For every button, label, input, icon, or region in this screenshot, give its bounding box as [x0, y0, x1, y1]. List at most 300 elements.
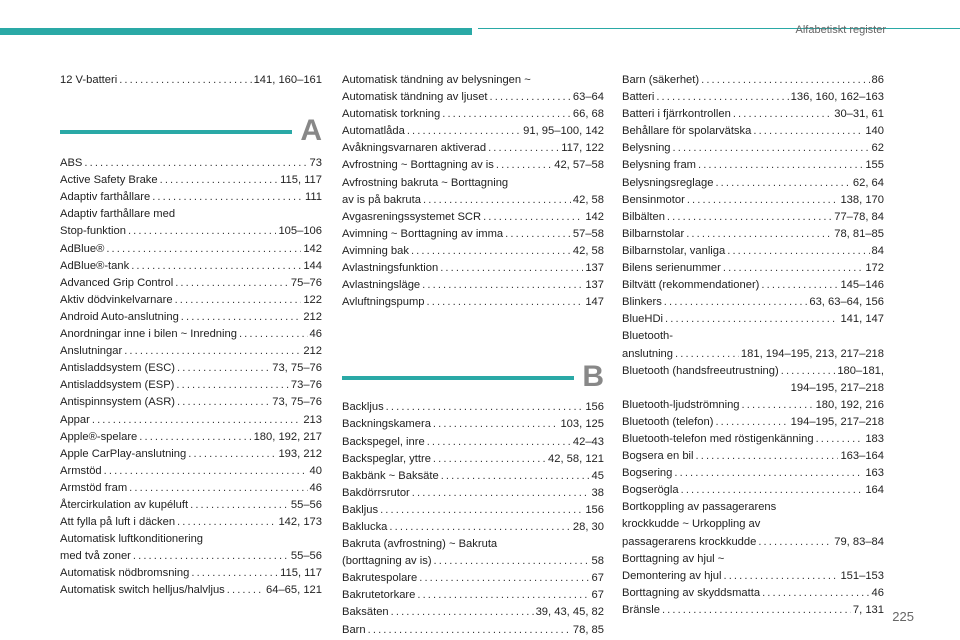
leader-dots — [133, 548, 289, 565]
index-entry-pages[interactable]: 181, 194–195, 213, 217–218 — [740, 347, 884, 360]
leader-dots — [419, 570, 589, 587]
index-entry-pages[interactable]: 117, 122 — [561, 142, 604, 155]
index-entry — [342, 260, 604, 277]
index-entry-label: Att fylla på luft i däcken — [60, 516, 176, 529]
leader-dots — [427, 294, 584, 311]
leader-dots — [673, 140, 870, 157]
index-entry-label: Bilbarnstolar, vanliga — [622, 244, 726, 257]
section-header-b — [342, 345, 604, 399]
index-entry-pages[interactable]: 45 — [591, 469, 604, 482]
index-entry-pages[interactable]: 66, 68 — [572, 108, 604, 121]
index-entry — [60, 72, 322, 89]
leader-dots — [190, 497, 289, 514]
index-entry — [60, 394, 322, 411]
index-entry — [60, 309, 322, 326]
leader-dots — [191, 565, 278, 582]
index-entry — [60, 360, 322, 377]
index-entry-label: Active Safety Brake — [60, 174, 158, 187]
index-entry-pages[interactable]: 86 — [871, 74, 884, 86]
leader-dots — [698, 157, 863, 174]
index-entry-pages[interactable]: 156 — [585, 401, 604, 414]
header-accent-bar — [0, 28, 472, 35]
index-entry-label: Android Auto-anslutning — [60, 310, 179, 323]
index-entry-label: Avåkningsvarnaren aktiverad — [342, 142, 487, 155]
index-entry-label: Apple CarPlay-anslutning — [60, 447, 187, 460]
index-entry — [342, 399, 604, 416]
index-entry-pages[interactable]: 28, 30 — [572, 520, 604, 533]
leader-dots — [681, 482, 864, 499]
leader-dots — [128, 223, 277, 240]
index-entry-label: Bakruta (avfrostning) ~ Bakruta — [342, 538, 498, 551]
index-entry-pages[interactable]: 105–106 — [278, 225, 322, 238]
index-entry-pages[interactable]: 115, 117 — [280, 567, 322, 580]
index-entry-label: Baklucka — [342, 520, 388, 533]
index-entry — [60, 582, 322, 599]
index-entry — [622, 602, 884, 619]
index-entry-pages[interactable]: 213 — [303, 413, 322, 426]
index-entry-pages[interactable]: 142, 173 — [278, 516, 322, 529]
index-entry-pages[interactable]: 62, 64 — [852, 176, 884, 189]
index-entry-label: Avlastningsfunktion — [342, 262, 439, 275]
index-entry — [622, 175, 884, 192]
index-entry-pages[interactable]: 73–76 — [290, 379, 322, 392]
index-entry — [622, 260, 884, 277]
index-entry-pages[interactable]: 180, 192, 217 — [253, 430, 322, 443]
index-entry-label: anslutning — [622, 347, 674, 360]
index-entry-pages[interactable]: 42, 58 — [572, 193, 604, 206]
index-entry-pages[interactable]: 7, 131 — [852, 603, 884, 616]
index-entry — [60, 189, 322, 206]
leader-dots — [227, 582, 264, 599]
leader-dots — [104, 463, 308, 480]
index-entry-label: Blinkers — [622, 296, 662, 309]
index-entry-pages[interactable]: 141, 147 — [840, 313, 884, 326]
index-entry-pages[interactable]: 79, 83–84 — [834, 535, 884, 548]
leader-dots — [490, 89, 571, 106]
index-entry-label: Backningskamera — [342, 418, 431, 431]
index-list-pre — [60, 72, 322, 89]
index-entry — [622, 328, 884, 345]
index-entry — [60, 548, 322, 565]
index-entry-pages[interactable]: 62 — [871, 142, 884, 155]
leader-dots — [816, 431, 864, 448]
leader-dots — [422, 277, 583, 294]
index-entry — [342, 123, 604, 140]
leader-dots — [733, 106, 832, 123]
index-entry-label: passagerarens krockkudde — [622, 535, 757, 548]
index-entry-pages[interactable]: 91, 95–100, 142 — [523, 125, 604, 138]
index-entry-pages[interactable]: 64–65, 121 — [266, 584, 322, 597]
index-entry-pages[interactable]: 73 — [309, 157, 322, 170]
index-entry-pages[interactable]: 145–146 — [840, 279, 884, 292]
leader-dots — [667, 209, 832, 226]
index-entry — [622, 397, 884, 414]
index-entry-pages[interactable]: 137 — [585, 262, 604, 275]
index-entry — [622, 414, 884, 431]
index-entry-label: Avgasreningssystemet SCR — [342, 210, 482, 223]
index-entry-pages[interactable]: 136, 160, 162–163 — [790, 91, 884, 104]
index-entry-pages[interactable]: 212 — [303, 345, 322, 358]
index-entry-pages[interactable]: 141, 160–161 — [253, 74, 322, 86]
index-entry-label: Bortkoppling av passagerarens — [622, 501, 777, 514]
index-entry-pages[interactable]: 57–58 — [572, 227, 604, 240]
index-entry — [622, 311, 884, 328]
leader-dots — [483, 209, 583, 226]
index-entry — [60, 275, 322, 292]
index-entry — [342, 519, 604, 536]
index-entry — [60, 412, 322, 429]
index-entry-pages[interactable]: 63–64 — [572, 91, 604, 104]
index-entry-label: Bilbarnstolar — [622, 227, 685, 240]
index-entry-label: Apple®-spelare — [60, 430, 138, 443]
section-header-a — [60, 99, 322, 155]
index-entry-label: Barn — [342, 623, 366, 636]
index-entry-pages[interactable]: 193, 212 — [278, 447, 322, 460]
index-entry-label: Återcirkulation av kupéluft — [60, 498, 189, 511]
index-entry-label: Bakljus — [342, 503, 379, 516]
leader-dots — [131, 258, 301, 275]
index-entry-pages[interactable]: 140 — [865, 125, 884, 138]
index-list-b-cont — [622, 72, 884, 619]
index-entry-pages[interactable]: 180–181, — [837, 364, 884, 377]
leader-dots — [781, 363, 836, 380]
index-entry-pages[interactable]: 73, 75–76 — [272, 396, 322, 409]
index-entry — [622, 209, 884, 226]
leader-dots — [758, 534, 832, 551]
index-entry-label: Stop-funktion — [60, 225, 126, 238]
leader-dots — [411, 243, 571, 260]
index-entry-label: Bensinmotor — [622, 193, 685, 206]
index-entry — [622, 123, 884, 140]
section-rule — [342, 376, 574, 380]
index-entry-pages[interactable]: 58 — [591, 555, 604, 568]
index-entry — [60, 326, 322, 343]
index-entry-pages[interactable]: 55–56 — [290, 498, 322, 511]
index-entry-pages[interactable]: 42, 58 — [572, 244, 604, 257]
index-entry-label: Borttagning av skyddsmatta — [622, 586, 761, 599]
index-entry-pages[interactable]: 156 — [585, 503, 604, 516]
leader-dots — [160, 172, 278, 189]
leader-dots — [152, 189, 303, 206]
leader-dots — [662, 602, 851, 619]
index-entry — [342, 587, 604, 604]
index-entry-label: Backspeglar, yttre — [342, 452, 431, 465]
index-entry — [622, 192, 884, 209]
index-entry — [622, 363, 884, 380]
index-entry-pages[interactable]: 84 — [871, 244, 884, 257]
index-entry-pages[interactable]: 67 — [591, 589, 604, 602]
index-entry-pages[interactable]: 38 — [591, 486, 604, 499]
index-entry — [60, 172, 322, 189]
index-list-a-cont — [342, 72, 604, 311]
index-entry — [342, 106, 604, 123]
index-entry-label: Bogserögla — [622, 484, 679, 497]
leader-dots — [715, 414, 788, 431]
leader-dots — [417, 587, 589, 604]
index-entry-label: Automatisk tändning av ljuset — [342, 91, 488, 104]
leader-dots — [753, 123, 863, 140]
leader-dots — [761, 277, 838, 294]
index-entry — [60, 463, 322, 480]
index-entry — [622, 568, 884, 585]
index-entry-pages[interactable]: 172 — [865, 262, 884, 275]
index-entry-pages[interactable]: 73, 75–76 — [272, 362, 322, 375]
index-entry — [342, 277, 604, 294]
leader-dots — [686, 226, 832, 243]
index-entry-label: Batteri i fjärrkontrollen — [622, 108, 731, 121]
index-entry-pages[interactable]: 138, 170 — [840, 193, 884, 206]
leader-dots — [687, 192, 839, 209]
leader-dots — [441, 468, 590, 485]
leader-dots — [488, 140, 559, 157]
index-entry-label: Bakbänk ~ Baksäte — [342, 469, 439, 482]
index-entry — [60, 258, 322, 275]
index-entry — [342, 140, 604, 157]
index-entry-label: Belysning fram — [622, 159, 696, 172]
index-entry-label: Adaptiv farthållare med — [60, 208, 176, 221]
index-entry-label: Biltvätt (rekommendationer) — [622, 279, 760, 292]
index-entry-label: krockkudde ~ Urkoppling av — [622, 518, 761, 531]
index-entry — [622, 551, 884, 568]
index-entry — [622, 226, 884, 243]
index-entry — [622, 106, 884, 123]
index-list-a — [60, 155, 322, 599]
index-entry — [342, 553, 604, 570]
index-entry-pages[interactable]: 212 — [303, 310, 322, 323]
index-entry — [622, 89, 884, 106]
index-entry-label: Automatlåda — [342, 125, 405, 138]
index-entry — [60, 531, 322, 548]
index-entry-pages[interactable]: 183 — [865, 432, 884, 445]
index-entry — [342, 502, 604, 519]
leader-dots — [762, 585, 869, 602]
leader-dots — [407, 123, 521, 140]
index-entry-label: (borttagning av is) — [342, 555, 432, 568]
index-entry-label: Avimning bak — [342, 244, 409, 257]
leader-dots — [724, 568, 839, 585]
index-entry-label: BlueHDi — [622, 313, 664, 326]
index-entry — [60, 377, 322, 394]
index-entry-label: Belysning — [622, 142, 671, 155]
index-entry — [342, 451, 604, 468]
index-entry-pages[interactable]: 30–31, 61 — [834, 108, 884, 121]
index-entry-pages[interactable]: 46 — [309, 328, 322, 341]
index-entry-label: Avfrostning ~ Borttagning av is — [342, 159, 494, 172]
index-entry-pages[interactable]: 163 — [865, 467, 884, 480]
leader-dots — [380, 502, 583, 519]
leader-dots — [124, 343, 301, 360]
leader-dots — [427, 434, 571, 451]
leader-dots — [665, 311, 838, 328]
leader-dots — [727, 243, 869, 260]
leader-dots — [368, 622, 571, 639]
index-entry — [342, 570, 604, 587]
index-entry — [60, 206, 322, 223]
index-entry-label: Backljus — [342, 401, 384, 414]
index-entry — [60, 429, 322, 446]
index-entry-label: Automatisk torkning — [342, 108, 441, 121]
index-entry-pages[interactable]: 151–153 — [840, 569, 884, 582]
index-entry — [342, 434, 604, 451]
index-entry-pages[interactable]: 40 — [309, 464, 322, 477]
index-entry-pages[interactable]: 78, 81–85 — [834, 227, 884, 240]
index-entry — [342, 209, 604, 226]
index-entry — [622, 72, 884, 89]
index-entry — [60, 241, 322, 258]
index-entry-label: Behållare för spolarvätska — [622, 125, 752, 138]
index-entry-label: Bluetooth-telefon med röstigenkänning — [622, 432, 814, 445]
leader-dots — [188, 446, 276, 463]
index-entry — [622, 277, 884, 294]
leader-dots — [119, 72, 251, 89]
leader-dots — [674, 465, 863, 482]
leader-dots — [433, 451, 546, 468]
leader-dots — [656, 89, 788, 106]
page-header-title: Alfabetiskt register — [795, 24, 886, 36]
index-entry — [622, 140, 884, 157]
index-entry-pages[interactable]: 46 — [871, 586, 884, 599]
index-entry — [60, 565, 322, 582]
index-entry — [622, 431, 884, 448]
index-entry — [342, 243, 604, 260]
index-entry-label: Automatisk tändning av belysningen ~ — [342, 74, 531, 86]
index-entry-label: Armstöd fram — [60, 481, 128, 494]
index-entry-label: med två zoner — [60, 550, 131, 563]
index-entry-pages[interactable]: 115, 117 — [280, 174, 322, 187]
index-entry-pages[interactable]: 164 — [865, 484, 884, 497]
leader-dots — [106, 241, 301, 258]
leader-dots — [177, 394, 270, 411]
leader-dots — [675, 346, 739, 363]
index-entry — [60, 446, 322, 463]
index-entry-label: Bilbälten — [622, 210, 665, 223]
leader-dots — [389, 519, 570, 536]
leader-dots — [442, 106, 571, 123]
leader-dots — [129, 480, 307, 497]
index-entry — [60, 292, 322, 309]
index-entry-pages[interactable]: 137 — [585, 279, 604, 292]
index-entry — [342, 622, 604, 639]
leader-dots — [434, 553, 590, 570]
index-entry-pages[interactable]: 39, 43, 45, 82 — [535, 606, 604, 619]
index-entry-pages[interactable]: 75–76 — [290, 276, 322, 289]
leader-dots — [423, 192, 571, 209]
index-entry — [342, 604, 604, 621]
index-entry-label: Appar — [60, 413, 90, 426]
index-entry-pages[interactable]: 63, 63–64, 156 — [809, 296, 884, 309]
index-entry-pages[interactable]: 67 — [591, 572, 604, 585]
section-rule — [60, 130, 292, 134]
index-entry-pages[interactable]: 122 — [303, 293, 322, 306]
index-entry — [60, 480, 322, 497]
index-column-2 — [342, 72, 604, 639]
index-entry-pages-continued[interactable]: 194–195, 217–218 — [790, 381, 884, 394]
index-entry-pages[interactable]: 142 — [585, 210, 604, 223]
index-entry — [622, 585, 884, 602]
index-entry — [342, 485, 604, 502]
index-entry — [342, 536, 604, 553]
index-entry-label: Bluetooth-ljudströmning — [622, 398, 740, 411]
leader-dots — [177, 514, 276, 531]
index-entry-label: Bakrutespolare — [342, 572, 418, 585]
index-entry-pages[interactable]: 42, 57–58 — [554, 159, 604, 172]
index-entry — [342, 157, 604, 174]
index-entry-label: ABS — [60, 157, 83, 170]
index-entry — [622, 346, 884, 363]
index-entry-pages[interactable]: 147 — [585, 296, 604, 309]
index-entry — [60, 343, 322, 360]
index-entry-label: 12 V-batteri — [60, 74, 118, 86]
index-entry-pages[interactable]: 142 — [303, 242, 322, 255]
index-entry-label: Antisladdsystem (ESC) — [60, 362, 176, 375]
index-entry — [622, 243, 884, 260]
index-entry — [60, 223, 322, 240]
index-entry — [342, 72, 604, 89]
index-entry-pages[interactable]: 111 — [304, 191, 322, 204]
leader-dots — [84, 155, 307, 172]
leader-dots — [412, 485, 590, 502]
leader-dots — [696, 448, 839, 465]
index-entry — [622, 499, 884, 516]
index-entry — [622, 448, 884, 465]
leader-dots — [176, 377, 288, 394]
index-entry-pages[interactable]: 194–195, 217–218 — [790, 415, 884, 428]
index-entry-label: Automatisk luftkonditionering — [60, 533, 204, 546]
index-entry-pages[interactable]: 55–56 — [290, 550, 322, 563]
index-entry-pages[interactable]: 42, 58, 121 — [548, 452, 604, 465]
index-entry-pages[interactable]: 46 — [309, 481, 322, 494]
index-entry-label: Backspegel, inre — [342, 435, 425, 448]
leader-dots — [139, 429, 251, 446]
index-entry-label: Automatisk nödbromsning — [60, 567, 190, 580]
index-entry-label: Barn (säkerhet) — [622, 74, 700, 86]
index-entry-pages[interactable]: 155 — [865, 159, 884, 172]
index-entry — [342, 226, 604, 243]
index-entry-label: Aktiv dödvinkelvarnare — [60, 293, 173, 306]
index-entry-label: AdBlue® — [60, 242, 105, 255]
index-entry-pages[interactable]: 180, 192, 216 — [815, 398, 884, 411]
index-entry — [622, 516, 884, 533]
index-entry-label: Avimning ~ Borttagning av imma — [342, 227, 504, 240]
index-entry — [60, 155, 322, 172]
index-entry-pages[interactable]: 103, 125 — [560, 418, 604, 431]
section-letter-a: A — [300, 114, 322, 148]
index-entry-label: Anslutningar — [60, 345, 123, 358]
index-entry-pages[interactable]: 163–164 — [840, 450, 884, 463]
index-entry — [60, 514, 322, 531]
index-list-b — [342, 399, 604, 638]
leader-dots — [181, 309, 302, 326]
leader-dots — [440, 260, 583, 277]
index-entry-label: Borttagning av hjul ~ — [622, 552, 725, 565]
index-entry-label: Demontering av hjul — [622, 569, 722, 582]
index-entry-label: Armstöd — [60, 464, 102, 477]
index-entry — [342, 192, 604, 209]
index-entry-pages[interactable]: 77–78, 84 — [834, 210, 884, 223]
index-entry-pages[interactable]: 42–43 — [572, 435, 604, 448]
index-entry-label: Antispinnsystem (ASR) — [60, 396, 176, 409]
leader-dots — [175, 275, 289, 292]
index-entry-label: Avlastningsläge — [342, 279, 421, 292]
section-letter-b: B — [582, 360, 604, 394]
index-entry-pages[interactable]: 78, 85 — [572, 623, 604, 636]
index-entry — [342, 89, 604, 106]
index-entry-pages[interactable]: 144 — [303, 259, 322, 272]
index-entry-label: AdBlue®-tank — [60, 259, 130, 272]
index-entry — [622, 294, 884, 311]
index-entry-label: Bogsering — [622, 467, 673, 480]
index-entry-label: Bluetooth- — [622, 330, 673, 343]
